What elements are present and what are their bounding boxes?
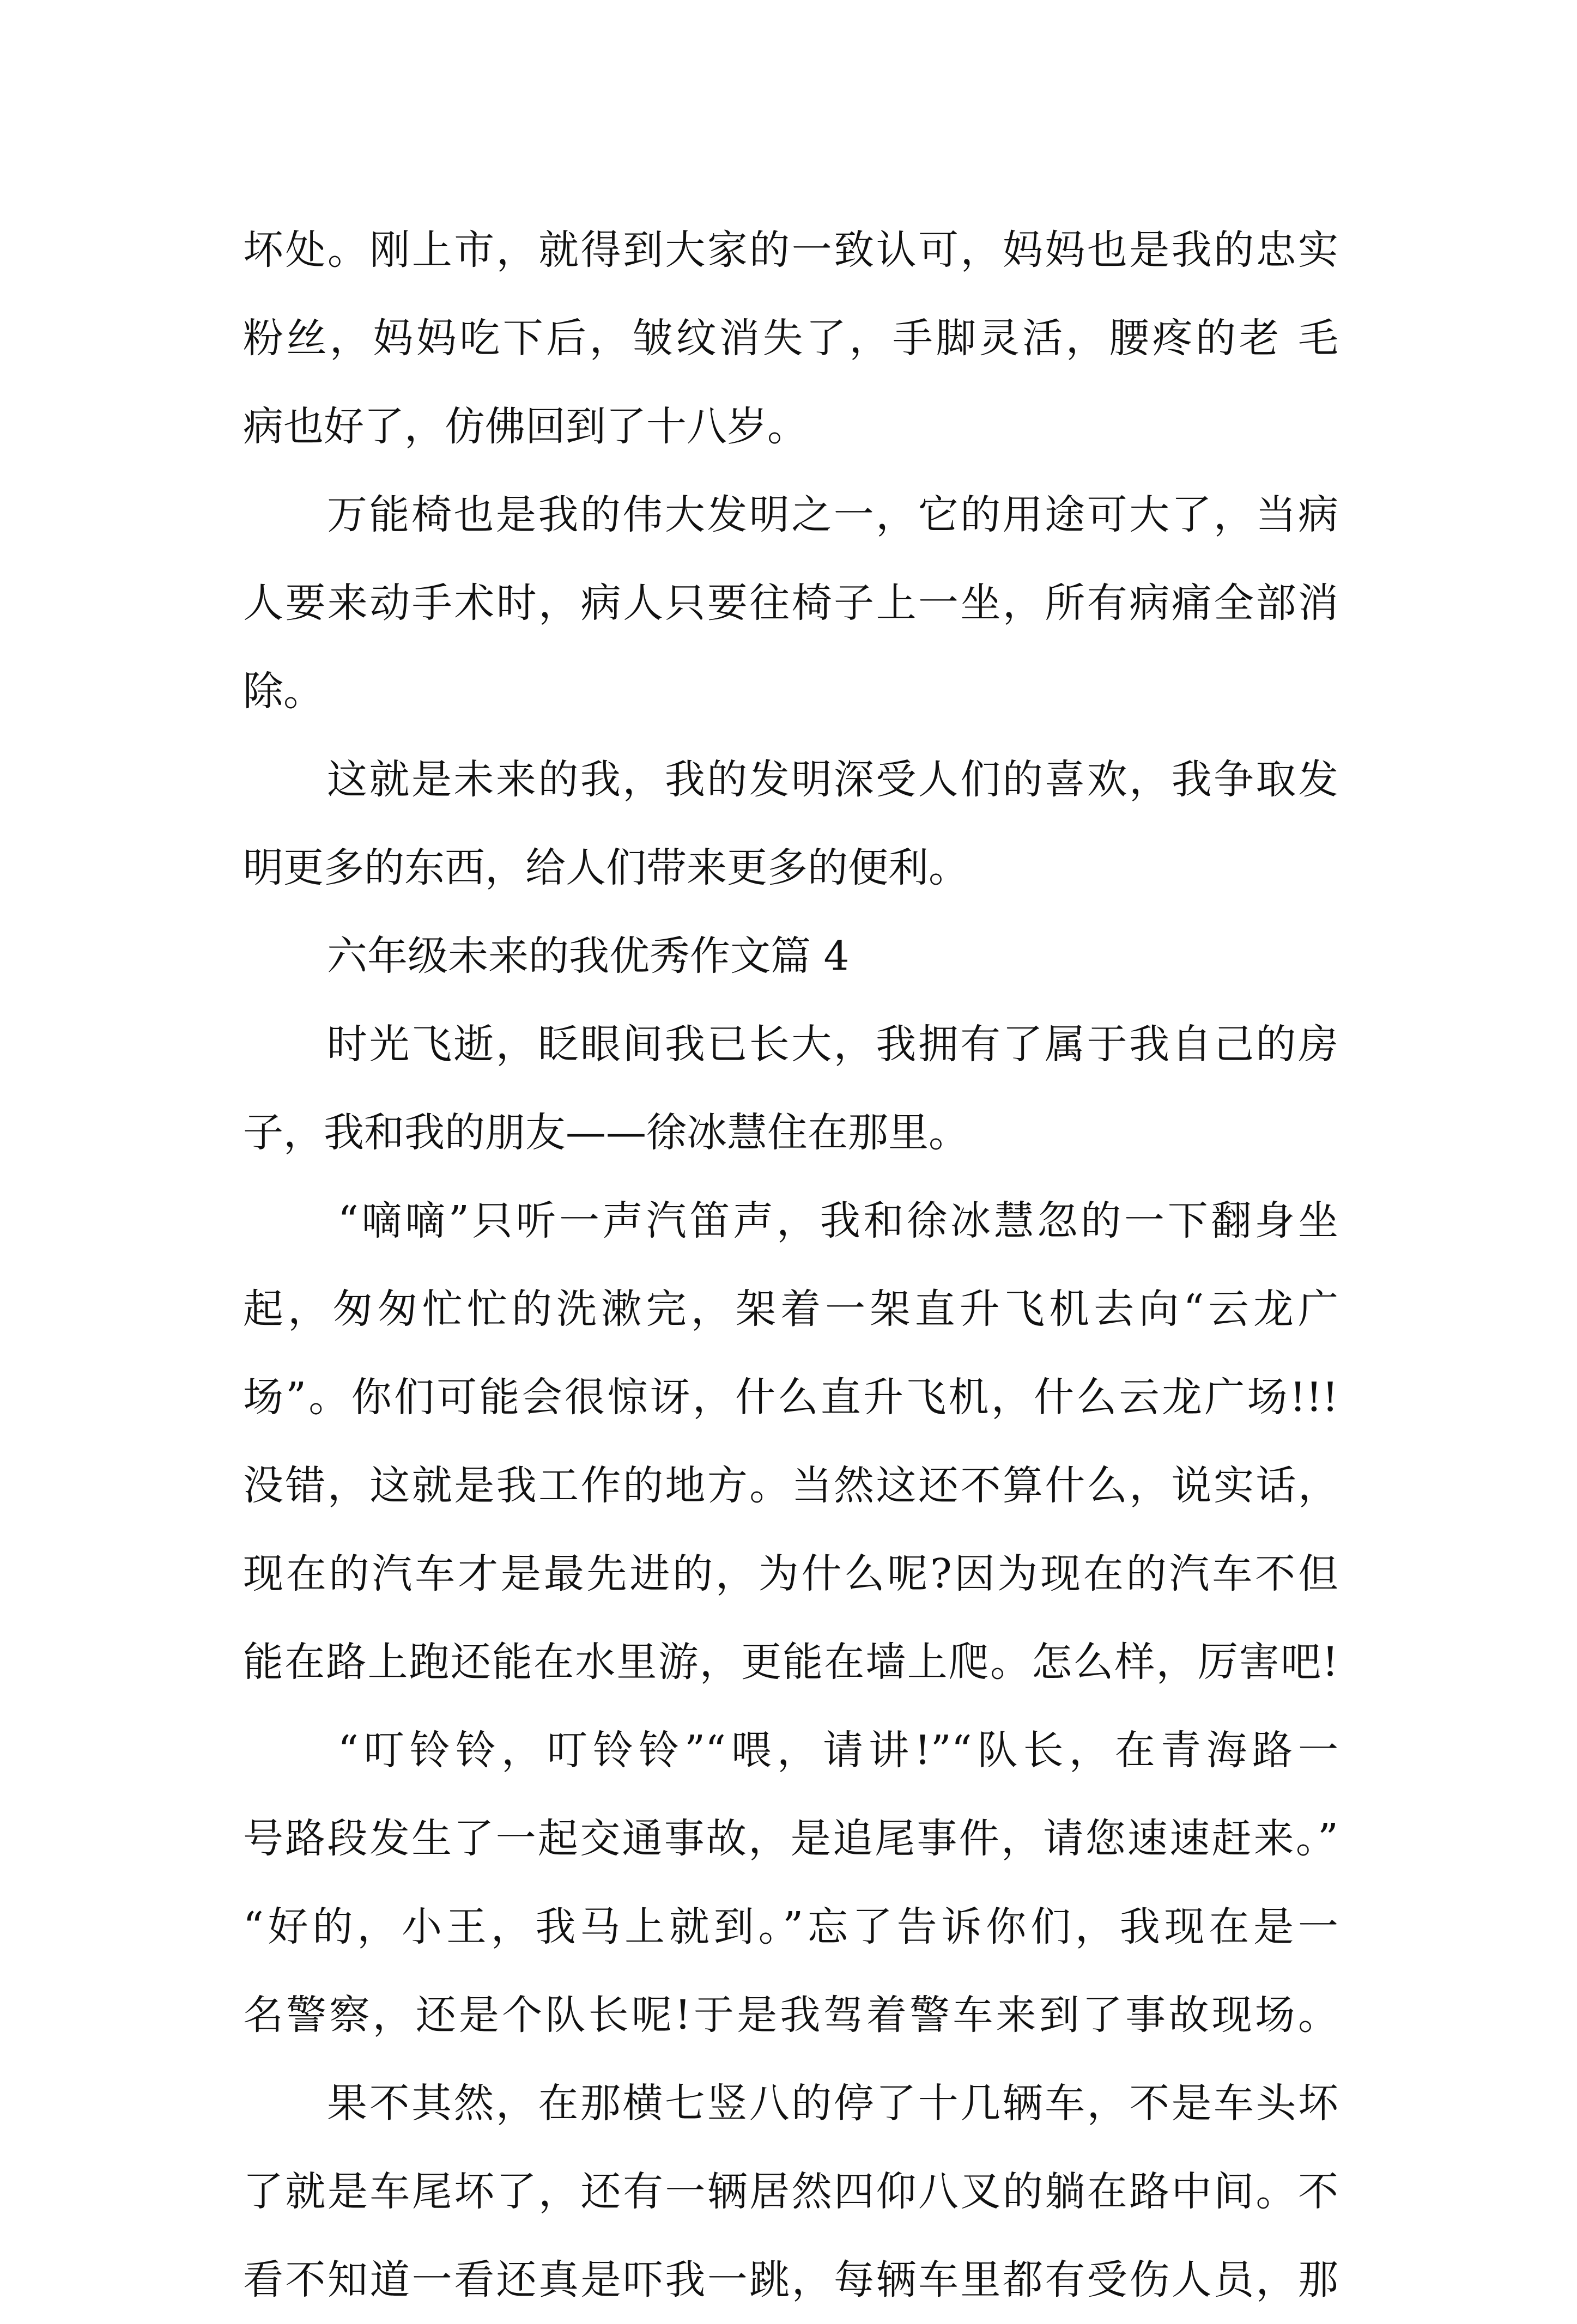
- text-line: 病也好了，仿佛回到了十八岁。: [243, 403, 808, 450]
- text-line: 明更多的东西，给人们带来更多的便利。: [243, 844, 969, 891]
- text-line: 了就是车尾坏了，还有一辆居然四仰八叉的躺在路中间。不: [243, 2168, 1338, 2215]
- text-line: 人要来动手术时，病人只要往椅子上一坐，所有病痛全部消: [243, 580, 1338, 626]
- text-line: 看不知道一看还真是吓我一跳，每辆车里都有受伤人员，那: [243, 2256, 1338, 2303]
- text-line: 粉丝，妈妈吃下后，皱纹消失了，手脚灵活，腰疼的老 毛: [243, 315, 1338, 362]
- paragraph: [243, 735, 1338, 912]
- section-heading: [243, 912, 1338, 1000]
- text-line: 除。: [243, 668, 324, 715]
- heading-line: 六年级未来的我优秀作文篇 4: [327, 933, 850, 980]
- text-line: 现在的汽车才是最先进的，为什么呢?因为现在的汽车不但: [243, 1550, 1338, 1597]
- text-line: 名警察，还是个队长呢!于是我驾着警车来到了事故现场。: [243, 1992, 1338, 2039]
- text-line: 这就是未来的我，我的发明深受人们的喜欢，我争取发: [327, 756, 1338, 803]
- paragraph: [243, 2059, 1338, 2324]
- text-line: 号路段发生了一起交通事故，是追尾事件，请您速速赶来。”: [243, 1815, 1338, 1862]
- text-line: 场”。你们可能会很惊讶，什么直升飞机，什么云龙广场!!!: [243, 1374, 1338, 1421]
- text-line: “叮铃铃，叮铃铃”“喂，请讲!”“队长，在青海路一: [338, 1727, 1338, 1774]
- paragraph: [243, 471, 1338, 735]
- text-line: 子，我和我的朋友——徐冰慧住在那里。: [243, 1109, 969, 1156]
- text-line: 能在路上跑还能在水里游，更能在墙上爬。怎么样，厉害吧!: [243, 1639, 1338, 1686]
- text-line: 时光飞逝，眨眼间我已长大，我拥有了属于我自己的房: [327, 1021, 1338, 1068]
- text-line: 没错，这就是我工作的地方。当然这还不算什么，说实话，: [243, 1462, 1338, 1509]
- paragraph: [243, 206, 1338, 471]
- document-body: [243, 206, 1338, 2324]
- paragraph: [243, 1000, 1338, 1177]
- text-line: 起，匆匆忙忙的洗漱完，架着一架直升飞机去向“云龙广: [243, 1286, 1338, 1333]
- paragraph: [243, 1177, 1338, 1706]
- text-line: “嘀嘀”只听一声汽笛声，我和徐冰慧忽的一下翻身坐: [338, 1197, 1338, 1244]
- paragraph: [243, 1706, 1338, 2059]
- text-line: 果不其然，在那横七竖八的停了十几辆车，不是车头坏: [327, 2080, 1338, 2127]
- text-line: 万能椅也是我的伟大发明之一，它的用途可大了，当病: [327, 491, 1338, 538]
- text-line: 坏处。刚上市，就得到大家的一致认可，妈妈也是我的忠实: [243, 227, 1338, 273]
- text-line: “好的，小王，我马上就到。”忘了告诉你们，我现在是一: [243, 1903, 1338, 1950]
